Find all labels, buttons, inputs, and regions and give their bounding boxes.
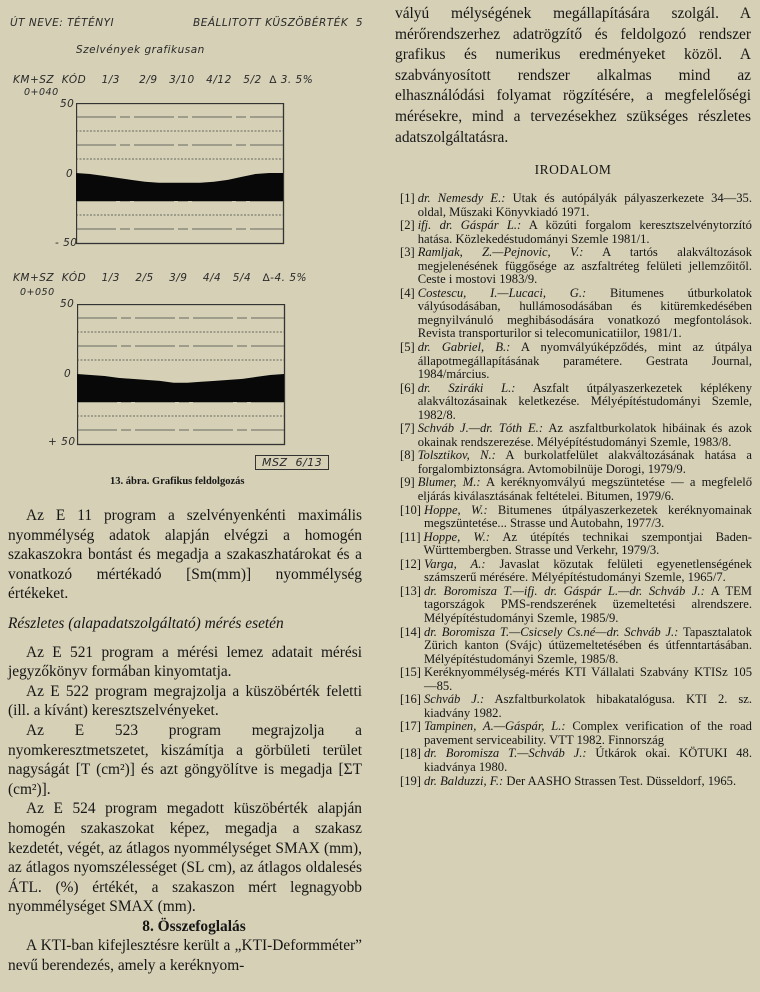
panel1-tick-top: 50 [60, 98, 75, 110]
section-title: 8. Összefoglalás [142, 917, 246, 935]
reference-number: [8] [400, 448, 415, 463]
panel2-tick-zero: 0 [64, 368, 72, 380]
reference-author: Schváb J.: [423, 692, 485, 707]
reference-text: Keréknyommélység-mérés KTI Vállalati Szabvány KTISz 105—85. [423, 665, 752, 693]
reference-number: [16] [400, 692, 421, 707]
reference-text: Aszfaltburkolatok hibakatalógusa. KTI 2. sz. kiadvány 1982. [423, 692, 752, 720]
reference-item [400, 382, 752, 423]
panel2-header: KM+SZ KÓD 1/3 2/5 3/9 4/4 5/4 ∆-4. 5% [13, 272, 307, 284]
reference-item [400, 775, 752, 789]
reference-text: Aszfalt útpályaszerkezetek képlékeny alakváltozásainak keletkezése. Mélyépítéstudományi Szemle, 1982/8. [417, 380, 752, 422]
reference-author: Tampinen, A.—Gáspár, L.: [423, 719, 566, 734]
reference-number: [19] [400, 773, 421, 788]
figure-stamp: MSZ 6/13 [255, 455, 329, 470]
reference-text: A TEM tagországok PMS-rendszerének üzemeltetési alrendszere. Mélyépítéstudományi Szemle, 1985/9. [423, 583, 752, 625]
rut-profile-band [76, 173, 283, 201]
reference-text: Complex verification of the road pavement serviceability. VTT 1982. Finnország [423, 719, 752, 747]
reference-author: Schváb J.—dr. Tóth E.: [417, 421, 544, 436]
reference-author: Costescu, I.—Lucaci, G.: [417, 285, 587, 300]
reference-author: ifj. dr. Gáspár L.: [417, 218, 522, 233]
rut-profile-band [77, 374, 284, 402]
plot-frame [77, 104, 284, 244]
reference-number: [2] [400, 218, 415, 233]
reference-number: [5] [400, 340, 415, 355]
panel2-station: 0+050 [20, 287, 55, 298]
reference-text: Der AASHO Strassen Test. Düsseldorf, 1965. [506, 773, 737, 788]
reference-number: [18] [400, 746, 421, 761]
reference-author: dr. Gabriel, B.: [417, 340, 511, 355]
reference-text: Az útépítés technikai szempontjai Baden-Württembergben. Strasse und Verkehr, 1979/3. [423, 529, 752, 558]
references-list [400, 192, 752, 788]
plot-frame [78, 305, 285, 445]
reference-number: [17] [400, 719, 421, 734]
paragraph-e11: Az E 11 program a szelvényenkénti maximális nyommélység adatok alapján elvégzi a homogén szakaszokra bontást és megadja a szakaszhatárokat és a vonatkozó mértékadó [Sm(mm)] nyommélység értékeket. [8, 507, 362, 603]
reference-number: [6] [400, 380, 415, 395]
reference-number: [10] [400, 502, 421, 517]
reference-text: A közúti forgalom keresztszelvénytorzító hatása. Közlekedéstudományi Szemle 1981/1. [417, 218, 752, 246]
reference-author: Hoppe, W.: [423, 529, 491, 544]
reference-number: [7] [400, 421, 415, 436]
reference-item [400, 504, 752, 531]
reference-number: [11] [400, 529, 421, 544]
paragraph-e524: Az E 524 program megadott küszöbérték alapján homogén szakaszokat képez, megadja a szakasz kezdetét, végét, az átlagos nyommélységet SMAX (mm), az átlagos nyomszélességet (SL cm), az átlagos oldalesés ÁTL. (%) értékét, a szakaszon mért legnagyobb nyommélységet SMAX (mm). [8, 800, 362, 916]
reference-author: Blumer, M.: [417, 475, 481, 490]
reference-text: A keréknyomvályú megszüntetése — a megfelelő eljárás kiválasztásának feltételei. Bitumen, 1979/6. [417, 475, 752, 504]
reference-number: [14] [400, 624, 421, 639]
panel2-profile-plot [77, 304, 287, 446]
reference-number: [1] [400, 191, 415, 205]
reference-item [400, 422, 752, 449]
reference-item [400, 720, 752, 747]
reference-author: Tolsztikov, N.: [417, 448, 496, 463]
reference-author: dr. Balduzzi, F.: [423, 773, 504, 788]
reference-text: Tapasztalatok Zürich kanton (Svájc) útüzemeltetésében és útfenntartásában. Mélyépítéstudományi Szemle, 1985/8. [423, 624, 752, 666]
reference-author: Ramljak, Z.—Pejnovic, V.: [417, 245, 584, 260]
reference-item [400, 693, 752, 720]
reference-text: A nyomvályúképződés, mint az útpálya állapotmegállapításának paramétere. Gestrata Journal, 1984/március. [417, 340, 752, 382]
reference-text: Bitumenes útpályaszerkezetek keréknyomainak megszüntetése... Strasse und Autobahn, 1977/3. [423, 502, 752, 531]
paragraph-e522: Az E 522 program megrajzolja a küszöbérték feletti (ill. a kívánt) keresztszelvényeket. [8, 682, 362, 720]
reference-item [400, 558, 752, 585]
reference-author: dr. Nemesdy E.: [417, 191, 506, 205]
paragraph-summary: A KTI-ban kifejlesztésre került a „KTI-Deformméter” nevű berendezés, amely a keréknyom- [8, 937, 362, 975]
reference-item [400, 531, 752, 558]
panel2-tick-bottom: + 50 [48, 436, 76, 448]
reference-author: dr. Boromisza T.—Schváb J.: [423, 746, 587, 761]
reference-author: dr. Sziráki L.: [417, 380, 516, 395]
reference-author: dr. Boromisza T.—Csicsely Cs.né—dr. Schváb J.: [423, 624, 679, 639]
references-title: IRODALOM [534, 162, 612, 177]
panel2-tick-top: 50 [60, 298, 75, 310]
panel1-tick-zero: 0 [66, 168, 74, 180]
reference-item [400, 192, 752, 219]
reference-item [400, 585, 752, 626]
reference-text: A tartós alakváltozások megjelenésének függősége az aszfaltréteg felületi jellemzőitől. Ceste i mostovi 1983/9. [417, 245, 752, 287]
reference-item [400, 626, 752, 667]
reference-text: Útkárok okai. KÖTUKI 48. kiadványa 1980. [423, 746, 753, 774]
reference-number: [9] [400, 475, 415, 490]
reference-item [400, 219, 752, 246]
figure-caption: 13. ábra. Grafikus feldolgozás [110, 476, 245, 487]
reference-item [400, 287, 752, 341]
reference-item [400, 246, 752, 287]
paragraph-e523: Az E 523 program megrajzolja a nyomkeresztmetszetet, kiszámítja a görbületi terület nagyságát [T (cm²)] és azt göngyölítve is megadja [ΣT (cm²)]. [8, 721, 362, 798]
reference-item [400, 747, 752, 774]
panel1-tick-bottom: - 50 [55, 237, 78, 249]
reference-text: Az aszfaltburkolatok hibáinak és azok okainak rendszerezése. Mélyépítéstudományi Szemle, 1983/8. [417, 421, 752, 449]
reference-number: [3] [400, 245, 415, 260]
reference-author: Varga, A.: [423, 556, 486, 571]
figure-header-road-name: ÚT NEVE: TÉTÉNYI [10, 17, 115, 29]
panel1-header: KM+SZ KÓD 1/3 2/9 3/10 4/12 5/2 ∆ 3. 5% [13, 74, 314, 86]
reference-number: [4] [400, 285, 415, 300]
reference-text: Utak és autópályák pályaszerkezete 34—35. oldal, Műszaki Könyvkiadó 1971. [417, 191, 752, 219]
panel1-profile-plot [76, 103, 286, 245]
reference-author: Hoppe, W.: [423, 502, 488, 517]
reference-text: A burkolatfelület alakváltozásának hatása a forgalombiztonságra. Avtomobilnüje Dorogi, 1979/9. [417, 448, 752, 476]
panel1-station: 0+040 [24, 87, 59, 98]
reference-item [400, 449, 752, 476]
reference-text: Bitumenes útburkolatok vályúsodásában, hullámosodásában és kitüremkedésében megnyilvánuló meghibásodására vonatkozó megfontolások. Revista transporturilor si telecomunicatiilor, 1981/1. [417, 285, 753, 341]
subheading-detailed: Részletes (alapadatszolgáltató) mérés esetén [8, 614, 284, 632]
reference-item [400, 666, 752, 693]
right-column-intro: vályú mélységének megállapítására szolgál. A mérőrendszerhez adatrögzítő és feldolgozó rendszer grafikus és numerikus eredményeket közöl. A szabványosított rendszer alkalmas mind az elhasználódási folyamat rögzítésére, a megfelelőségi mérésekre, mind a tervezésekhez szükséges részletes adatszolgáltatásra. [395, 5, 751, 146]
reference-text: Javaslat közutak felületi egyenetlenségének számszerű mérésére. Mélyépítéstudományi Szemle, 1965/7. [423, 556, 752, 585]
figure-header-threshold: BEÁLLITOTT KÜSZÖBÉRTÉK 5 [193, 17, 364, 29]
left-column [8, 506, 362, 976]
reference-item [400, 341, 752, 382]
reference-number: [12] [400, 556, 421, 571]
reference-author: dr. Boromisza T.—ifj. dr. Gáspár L.—dr. Schváb J.: [423, 583, 705, 598]
reference-number: [13] [400, 583, 421, 598]
paragraph-e521: Az E 521 program a mérési lemez adatait mérési jegyzőkönyv formában kinyomtatja. [8, 643, 362, 681]
reference-number: [15] [400, 665, 421, 680]
figure-subtitle: Szelvények grafikusan [76, 44, 205, 56]
reference-item [400, 476, 752, 503]
